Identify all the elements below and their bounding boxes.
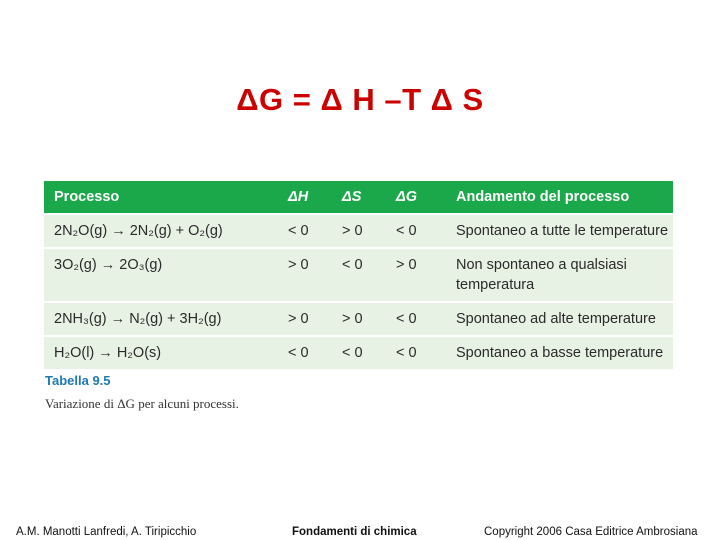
footer-book-title: Fondamenti di chimica (292, 526, 417, 538)
cell-processo: 2NH₃(g) → N₂(g) + 3H₂(g) (44, 302, 278, 336)
slide-title: ΔG = Δ H –T Δ S (236, 82, 484, 117)
cell-processo: H₂O(l) → H₂O(s) (44, 336, 278, 369)
cell-andamento: Non spontaneo a qualsiasi temperatura (446, 248, 673, 302)
cell-delta-h: > 0 (278, 302, 332, 336)
header-delta-h: ΔH (278, 181, 332, 214)
cell-delta-g: < 0 (386, 214, 446, 248)
cell-delta-s: < 0 (332, 336, 386, 369)
cell-processo: 3O₂(g) → 2O₃(g) (44, 248, 278, 302)
table-caption-text: Variazione di ΔG per alcuni processi. (45, 396, 239, 411)
cell-andamento: Spontaneo ad alte temperature (446, 302, 673, 336)
cell-delta-g: < 0 (386, 302, 446, 336)
header-delta-s: ΔS (332, 181, 386, 214)
cell-delta-s: < 0 (332, 248, 386, 302)
cell-delta-h: > 0 (278, 248, 332, 302)
table-row (44, 248, 673, 302)
cell-delta-s: > 0 (332, 302, 386, 336)
header-processo: Processo (44, 181, 278, 214)
cell-delta-g: < 0 (386, 336, 446, 369)
cell-andamento: Spontaneo a basse temperature (446, 336, 673, 369)
cell-processo: 2N₂O(g) → 2N₂(g) + O₂(g) (44, 214, 278, 248)
header-delta-g: ΔG (386, 181, 446, 214)
cell-delta-g: > 0 (386, 248, 446, 302)
cell-andamento: Spontaneo a tutte le temperature (446, 214, 673, 248)
cell-delta-h: < 0 (278, 214, 332, 248)
footer-copyright: Copyright 2006 Casa Editrice Ambrosiana (484, 526, 698, 538)
cell-delta-s: > 0 (332, 214, 386, 248)
table-row (44, 214, 673, 248)
cell-delta-h: < 0 (278, 336, 332, 369)
table-caption-label: Tabella 9.5 (45, 373, 111, 388)
delta-g-table (44, 181, 673, 369)
table-header-row (44, 181, 673, 214)
footer-authors: A.M. Manotti Lanfredi, A. Tiripicchio (16, 526, 197, 538)
header-andamento: Andamento del processo (446, 181, 673, 214)
table-row (44, 336, 673, 369)
table-row (44, 302, 673, 336)
